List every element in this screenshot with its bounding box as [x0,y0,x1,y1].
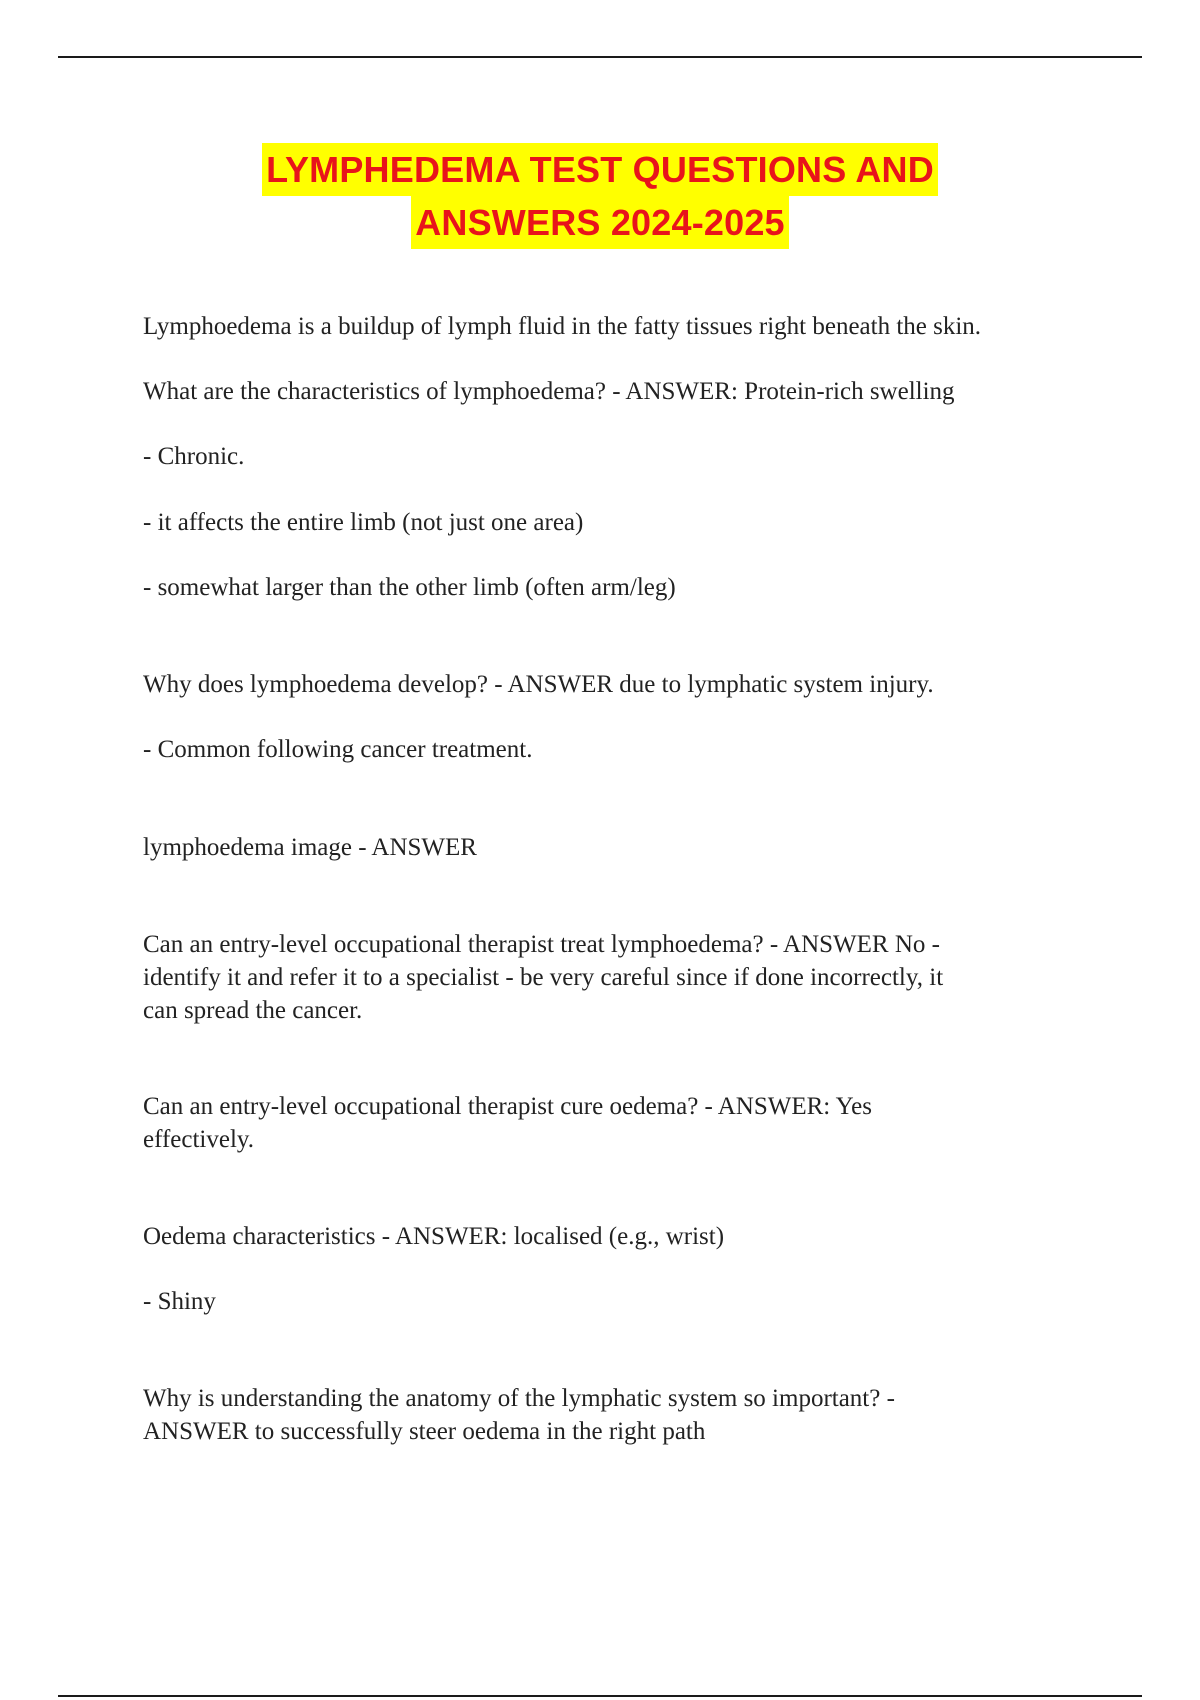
question-image: lymphoedema image - ANSWER [143,834,477,861]
answer-item-chronic: - Chronic. [143,443,245,470]
bottom-divider [58,1695,1142,1697]
answer-item-cancer-treatment: - Common following cancer treatment. [143,736,533,763]
answer-item-larger-limb: - somewhat larger than the other limb (often arm/leg) [143,574,676,601]
top-divider [58,56,1142,58]
document-title [0,143,1200,249]
question-treat-lymphoedema: Can an entry-level occupational therapist treat lymphoedema? - ANSWER No - identify it and refer it to a specialist - be very careful since if done incorrectly, it can spread the cancer. [143,931,944,1024]
title-line-1: LYMPHEDEMA TEST QUESTIONS AND [262,143,938,196]
question-characteristics: What are the characteristics of lymphoedema? - ANSWER: Protein-rich swelling [143,378,955,405]
answer-item-shiny: - Shiny [143,1288,216,1315]
paragraph-definition: Lymphoedema is a buildup of lymph fluid in the fatty tissues right beneath the skin. [143,313,982,340]
question-oedema-characteristics: Oedema characteristics - ANSWER: localised (e.g., wrist) [143,1223,725,1250]
question-anatomy-importance: Why is understanding the anatomy of the lymphatic system so important? - ANSWER to successfully steer oedema in the right path [143,1385,895,1445]
question-cure-oedema: Can an entry-level occupational therapist cure oedema? - ANSWER: Yes effectively. [143,1093,872,1153]
question-why-develop: Why does lymphoedema develop? - ANSWER due to lymphatic system injury. [143,671,934,698]
title-line-2: ANSWERS 2024-2025 [411,196,789,249]
answer-item-entire-limb: - it affects the entire limb (not just one area) [143,509,584,536]
